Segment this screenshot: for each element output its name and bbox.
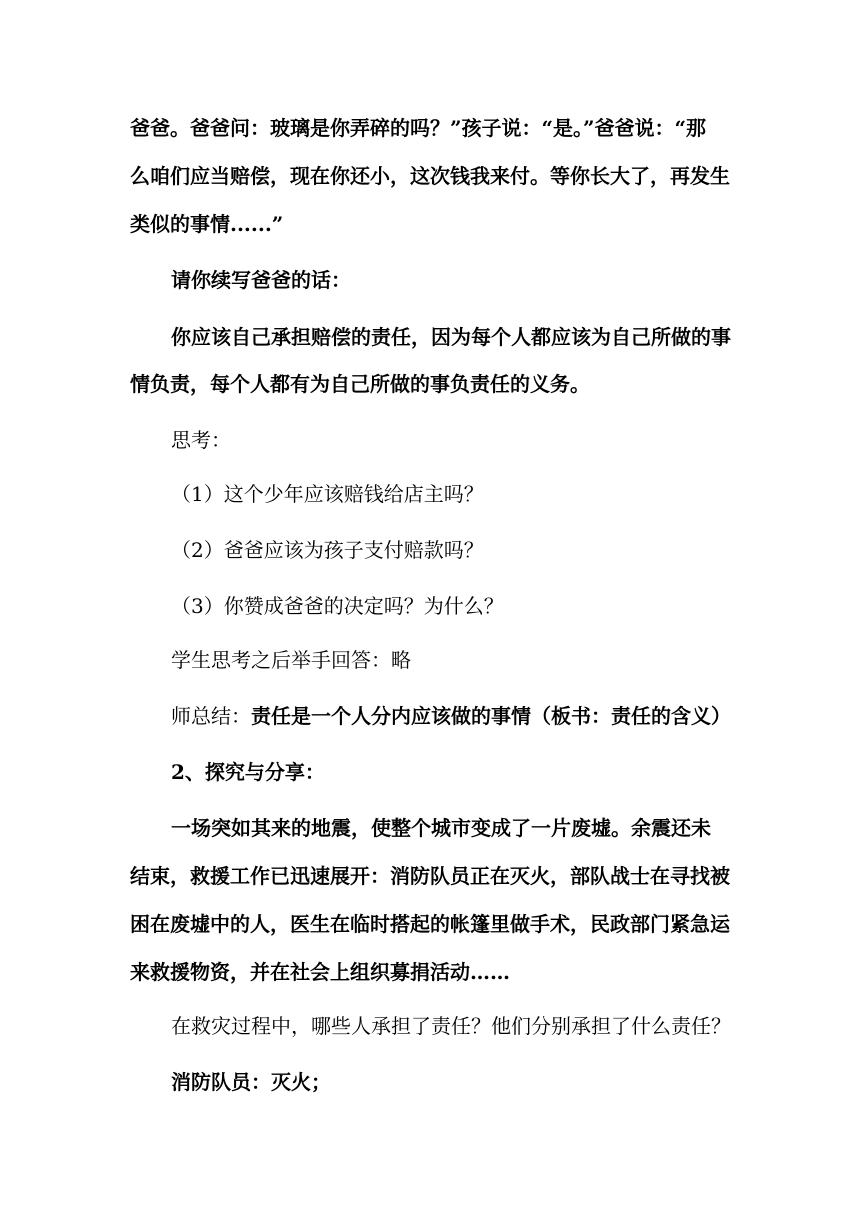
- story-line-1: 爸爸。爸爸问：玻璃是你弄碎的吗？”孩子说：“是。”爸爸说：“那: [130, 116, 707, 140]
- teacher-summary-label: 师总结：: [171, 704, 251, 728]
- answer-line-2: 情负责，每个人都有为自己所做的事负责任的义务。: [130, 372, 590, 396]
- firefighters-line: 消防队员：灭火；: [171, 1070, 331, 1094]
- disaster-question: 在救灾过程中，哪些人承担了责任？他们分别承担了什么责任？: [171, 1014, 731, 1038]
- teacher-summary-text: 责任是一个人分内应该做的事情（板书：责任的含义）: [251, 704, 731, 728]
- question-3: （3）你赞成爸爸的决定吗？为什么？: [171, 594, 504, 618]
- story-line-2: 么咱们应当赔偿，现在你还小，这次钱我来付。等你长大了，再发生: [130, 164, 730, 188]
- teacher-summary: [171, 702, 731, 730]
- earthquake-line-1: 一场突如其来的地震，使整个城市变成了一片废墟。余震还未: [171, 816, 711, 840]
- continue-prompt: 请你续写爸爸的话：: [171, 268, 351, 292]
- story-line-3: 类似的事情......”: [130, 212, 284, 236]
- question-1: （1）这个少年应该赔钱给店主吗？: [171, 482, 484, 506]
- student-answer: 学生思考之后举手回答：略: [171, 648, 411, 672]
- answer-line-1: 你应该自己承担赔偿的责任，因为每个人都应该为自己所做的事: [171, 325, 731, 349]
- section-title: 2、探究与分享：: [171, 760, 325, 784]
- earthquake-line-2: 结束，救援工作已迅速展开：消防队员正在灭火，部队战士在寻找被: [130, 864, 730, 888]
- question-2: （2）爸爸应该为孩子支付赔款吗？: [171, 538, 484, 562]
- think-label: 思考：: [171, 428, 231, 452]
- earthquake-line-4: 来救援物资，并在社会上组织募捐活动……: [130, 960, 510, 984]
- earthquake-line-3: 困在废墟中的人，医生在临时搭起的帐篷里做手术，民政部门紧急运: [130, 912, 730, 936]
